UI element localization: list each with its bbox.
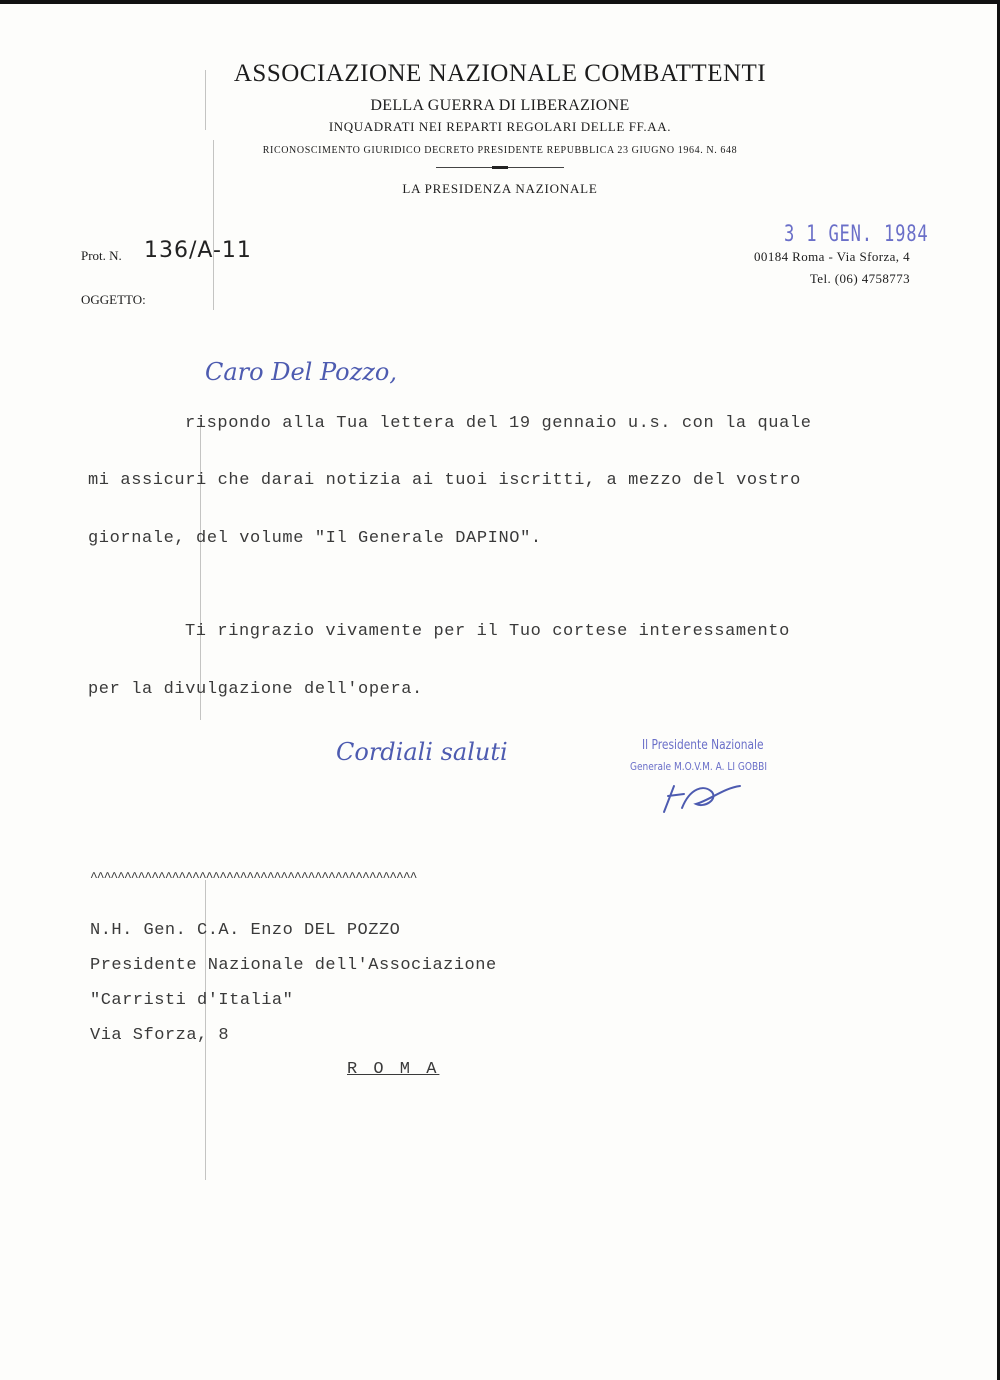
handwritten-closing: Cordiali saluti — [336, 738, 508, 766]
sender-phone: Tel. (06) 4758773 — [809, 271, 910, 286]
recipient-name: N.H. Gen. C.A. Enzo DEL POZZO — [90, 921, 401, 940]
letterhead-divider-mark — [492, 166, 508, 169]
protocol-label: Prot. N. — [81, 248, 122, 263]
subject-label: OGGETTO: — [81, 292, 146, 307]
recipient-association: "Carristi d'Italia" — [90, 991, 294, 1010]
handwritten-salutation: Caro Del Pozzo, — [205, 358, 397, 386]
body-line: giornale, del volume "Il Generale DAPINO". — [88, 529, 542, 548]
president-stamp-title: Il Presidente Nazionale — [642, 738, 764, 753]
recipient-street: Via Sforza, 8 — [90, 1026, 230, 1045]
body-line: Ti ringrazio vivamente per il Tuo cortese interessamento — [185, 622, 790, 641]
organization-subtitle: DELLA GUERRA DI LIBERAZIONE — [370, 97, 630, 114]
date-stamp: 3 1 GEN. 1984 — [784, 222, 929, 247]
body-line: rispondo alla Tua lettera del 19 gennaio u.s. con la quale — [185, 414, 812, 433]
separator-line: ^^^^^^^^^^^^^^^^^^^^^^^^^^^^^^^^^^^^^^^^^^^^^^^^ — [90, 870, 417, 885]
recipient-city: R O M A — [347, 1060, 440, 1079]
organization-name: ASSOCIAZIONE NAZIONALE COMBATTENTI — [233, 60, 767, 87]
recipient-title: Presidente Nazionale dell'Associazione — [90, 956, 497, 975]
paper-crease — [200, 420, 201, 720]
sender-address: 00184 Roma - Via Sforza, 4 — [754, 249, 910, 264]
protocol-number: 136/A-11 — [144, 238, 252, 263]
signature-mark — [660, 778, 750, 818]
office-name: LA PRESIDENZA NAZIONALE — [402, 181, 598, 196]
body-line: per la divulgazione dell'opera. — [88, 680, 423, 699]
organization-subtitle-2: INQUADRATI NEI REPARTI REGOLARI DELLE FF.AA. — [328, 119, 672, 134]
legal-recognition: RICONOSCIMENTO GIURIDICO DECRETO PRESIDENTE REPUBBLICA 23 GIUGNO 1964. N. 648 — [262, 145, 738, 156]
president-stamp-name: Generale M.O.V.M. A. LI GOBBI — [630, 760, 768, 773]
scan-border-top — [0, 0, 1000, 4]
body-line: mi assicuri che darai notizia ai tuoi iscritti, a mezzo del vostro — [88, 471, 801, 490]
paper-crease — [213, 140, 214, 310]
